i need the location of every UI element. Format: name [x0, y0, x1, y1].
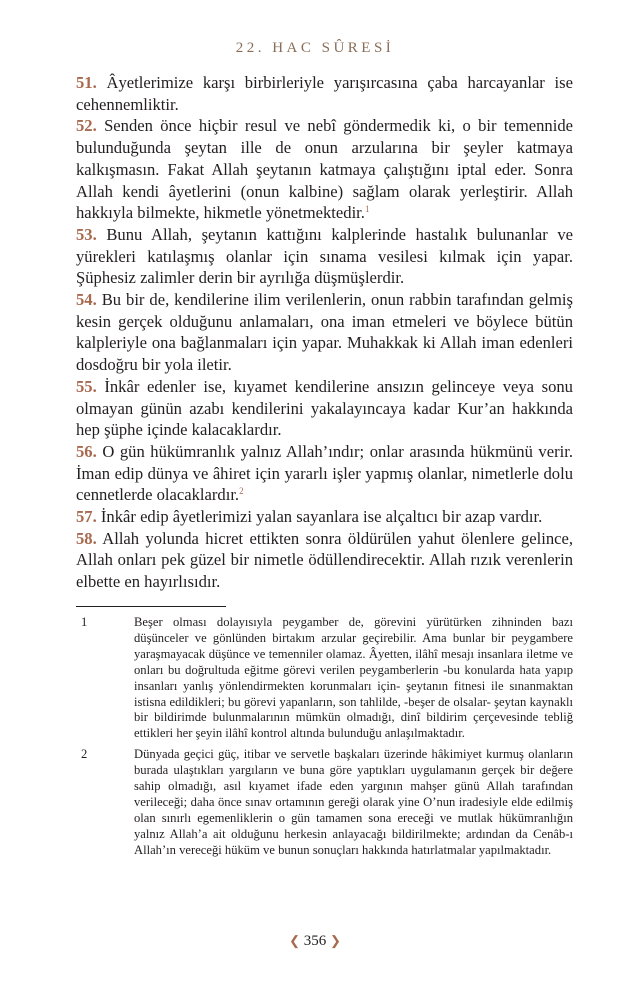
verse-text: Âyetlerimize karşı birbirleriyle yarışırcasına çaba harcayanlar ise cehennemliktir.: [76, 73, 573, 114]
page-number: 356: [303, 933, 327, 949]
verse-number: 58.: [76, 528, 97, 548]
verse-number: 51.: [76, 73, 97, 92]
footnote-list: [76, 615, 573, 864]
verse-number: 52.: [76, 116, 97, 136]
verse-text: Senden önce hiçbir resul ve nebî göndermedik ki, o bir temennide bulunduğunda şeytan ille de onun arzularına bir şeyler katmaya kalkışmasın. Fakat Allah şeytanın katmaya çalıştığını iptal eder. Sonra Allah kendi âyetlerini (onun kalbine) sağlam olarak yerleştirir. Allah hakkıyla bilmekte, hikmetle yönetmektedir.: [76, 116, 573, 223]
verse-53: [76, 224, 573, 289]
footnote-ref-1[interactable]: 1: [364, 204, 370, 215]
verse-51: [76, 72, 573, 115]
verse-number: 54.: [76, 290, 97, 310]
verse-number: 56.: [76, 441, 97, 461]
footnote-1: [76, 615, 573, 742]
verse-number: 55.: [76, 376, 97, 396]
page-footer: [0, 933, 630, 950]
verse-58: [76, 528, 573, 593]
verse-text: İnkâr edip âyetlerimizi yalan sayanlara ise alçaltıcı bir azap vardır.: [100, 507, 543, 527]
verse-text: O gün hükümranlık yalnız Allah’ındır; onlar arasında hükmünü verir. İman edip dünya ve âhiret için yararlı işler yapmış olanlar, nimetlerle dolu cennetlerde olacaklardır.: [76, 441, 573, 505]
footnote-2: [76, 747, 573, 858]
verse-54: [76, 289, 573, 376]
footnote-divider: [76, 606, 226, 607]
verse-text: Bunu Allah, şeytanın kattığını kalplerinde hastalık bulunanlar ve yürekleri katılaşmış olanlar için sınama vesilesi kılmak için yapar. Şüphesiz zalimler derin bir ayrılığa düşmüşlerdir.: [76, 224, 573, 288]
ornament-right-icon: ❯: [330, 933, 341, 948]
verse-57: [76, 506, 573, 528]
verse-55: [76, 376, 573, 441]
verse-number: 53.: [76, 224, 97, 244]
ornament-left-icon: ❮: [289, 933, 300, 948]
verse-text: Allah yolunda hicret ettikten sonra öldürülen yahut ölenlere gelince, Allah onları pek güzel bir nimetle ödüllendirecektir. Allah rızık verenlerin elbette en hayırlısıdır.: [76, 528, 574, 592]
verse-text: İnkâr edenler ise, kıyamet kendilerine ansızın gelinceye veya sonu olmayan günün azabı kendilerini yakalayıncaya kadar Kur’an hakkında hep şüphe içinde kalacaklardır.: [76, 376, 573, 440]
footnote-number: 2: [81, 747, 88, 762]
running-header: 22. HAC SÛRESİ: [235, 40, 395, 56]
footnote-number: 1: [81, 615, 88, 629]
footnote-ref-2[interactable]: 2: [239, 486, 244, 497]
verse-56: [76, 441, 573, 506]
footnote-text: Dünyada geçici güç, itibar ve servetle başkaları üzerinde hâkimiyet kurmuş olanların burada ulaştıkları yargıların ve buna göre yaptıkları uygulamanın gerçek bir değere sahip olmadığı, asıl kıyamet ifade eden yargının mahşer günü Allah tarafından verileceği; daha önce sınav ortamının gereği olarak yine O’nun iradesiyle elde edilmiş olan sınırlı egemenliklerin o gün tamamen sona ereceği ve mutlak hükümranlığın yalnız Allah’a ait olduğunu herkesin anlayacağı bildirilmekte; ardından da Cenâb-ı Allah’ın vereceği hüküm ve bunun sonuçları hakkında hatırlatmalar yapılmaktadır.: [134, 747, 573, 857]
verse-list: [76, 72, 573, 593]
verse-number: 57.: [76, 507, 97, 527]
verse-text: Bu bir de, kendilerine ilim verilenlerin, onun rabbin tarafından gelmiş kesin gerçek olduğunu anlamaları, ona iman etmeleri ve böylece bütün kalpleriyle ona bağlanmaları için yapar. Muhakkak ki Allah iman edenleri dosdoğru bir yola iletir.: [76, 290, 573, 375]
footnote-text: Beşer olması dolayısıyla peygamber de, görevini yürütürken zihninden bazı düşünceler ve gönlünden birtakım arzular geçirebilir. Ama bunlar bir peygambere yaraşmayacak düşünce ve temenniler olamaz. Âyetten, ilâhî mesajı insanlara iletme ve onları bu doğrultuda eğitme görevi verilen peygamberlerin -bu konularda hata yapıp insanları yanlış yönlendirmekten korunmaları için- şeytanın fitnesi ile sınanmaktan istisna edildikleri; bu görevi yapanların, son tahlilde, -beşer de olsalar- şeytan kaynaklı bir bildirimde bulunmalarının mümkün olmadığı, dinî bildirim çerçevesinde tebliğ ettikleri her şeyin ilâhî kontrol altında bulunduğu anlaşılmaktadır.: [134, 615, 573, 741]
verse-52: [76, 115, 573, 224]
